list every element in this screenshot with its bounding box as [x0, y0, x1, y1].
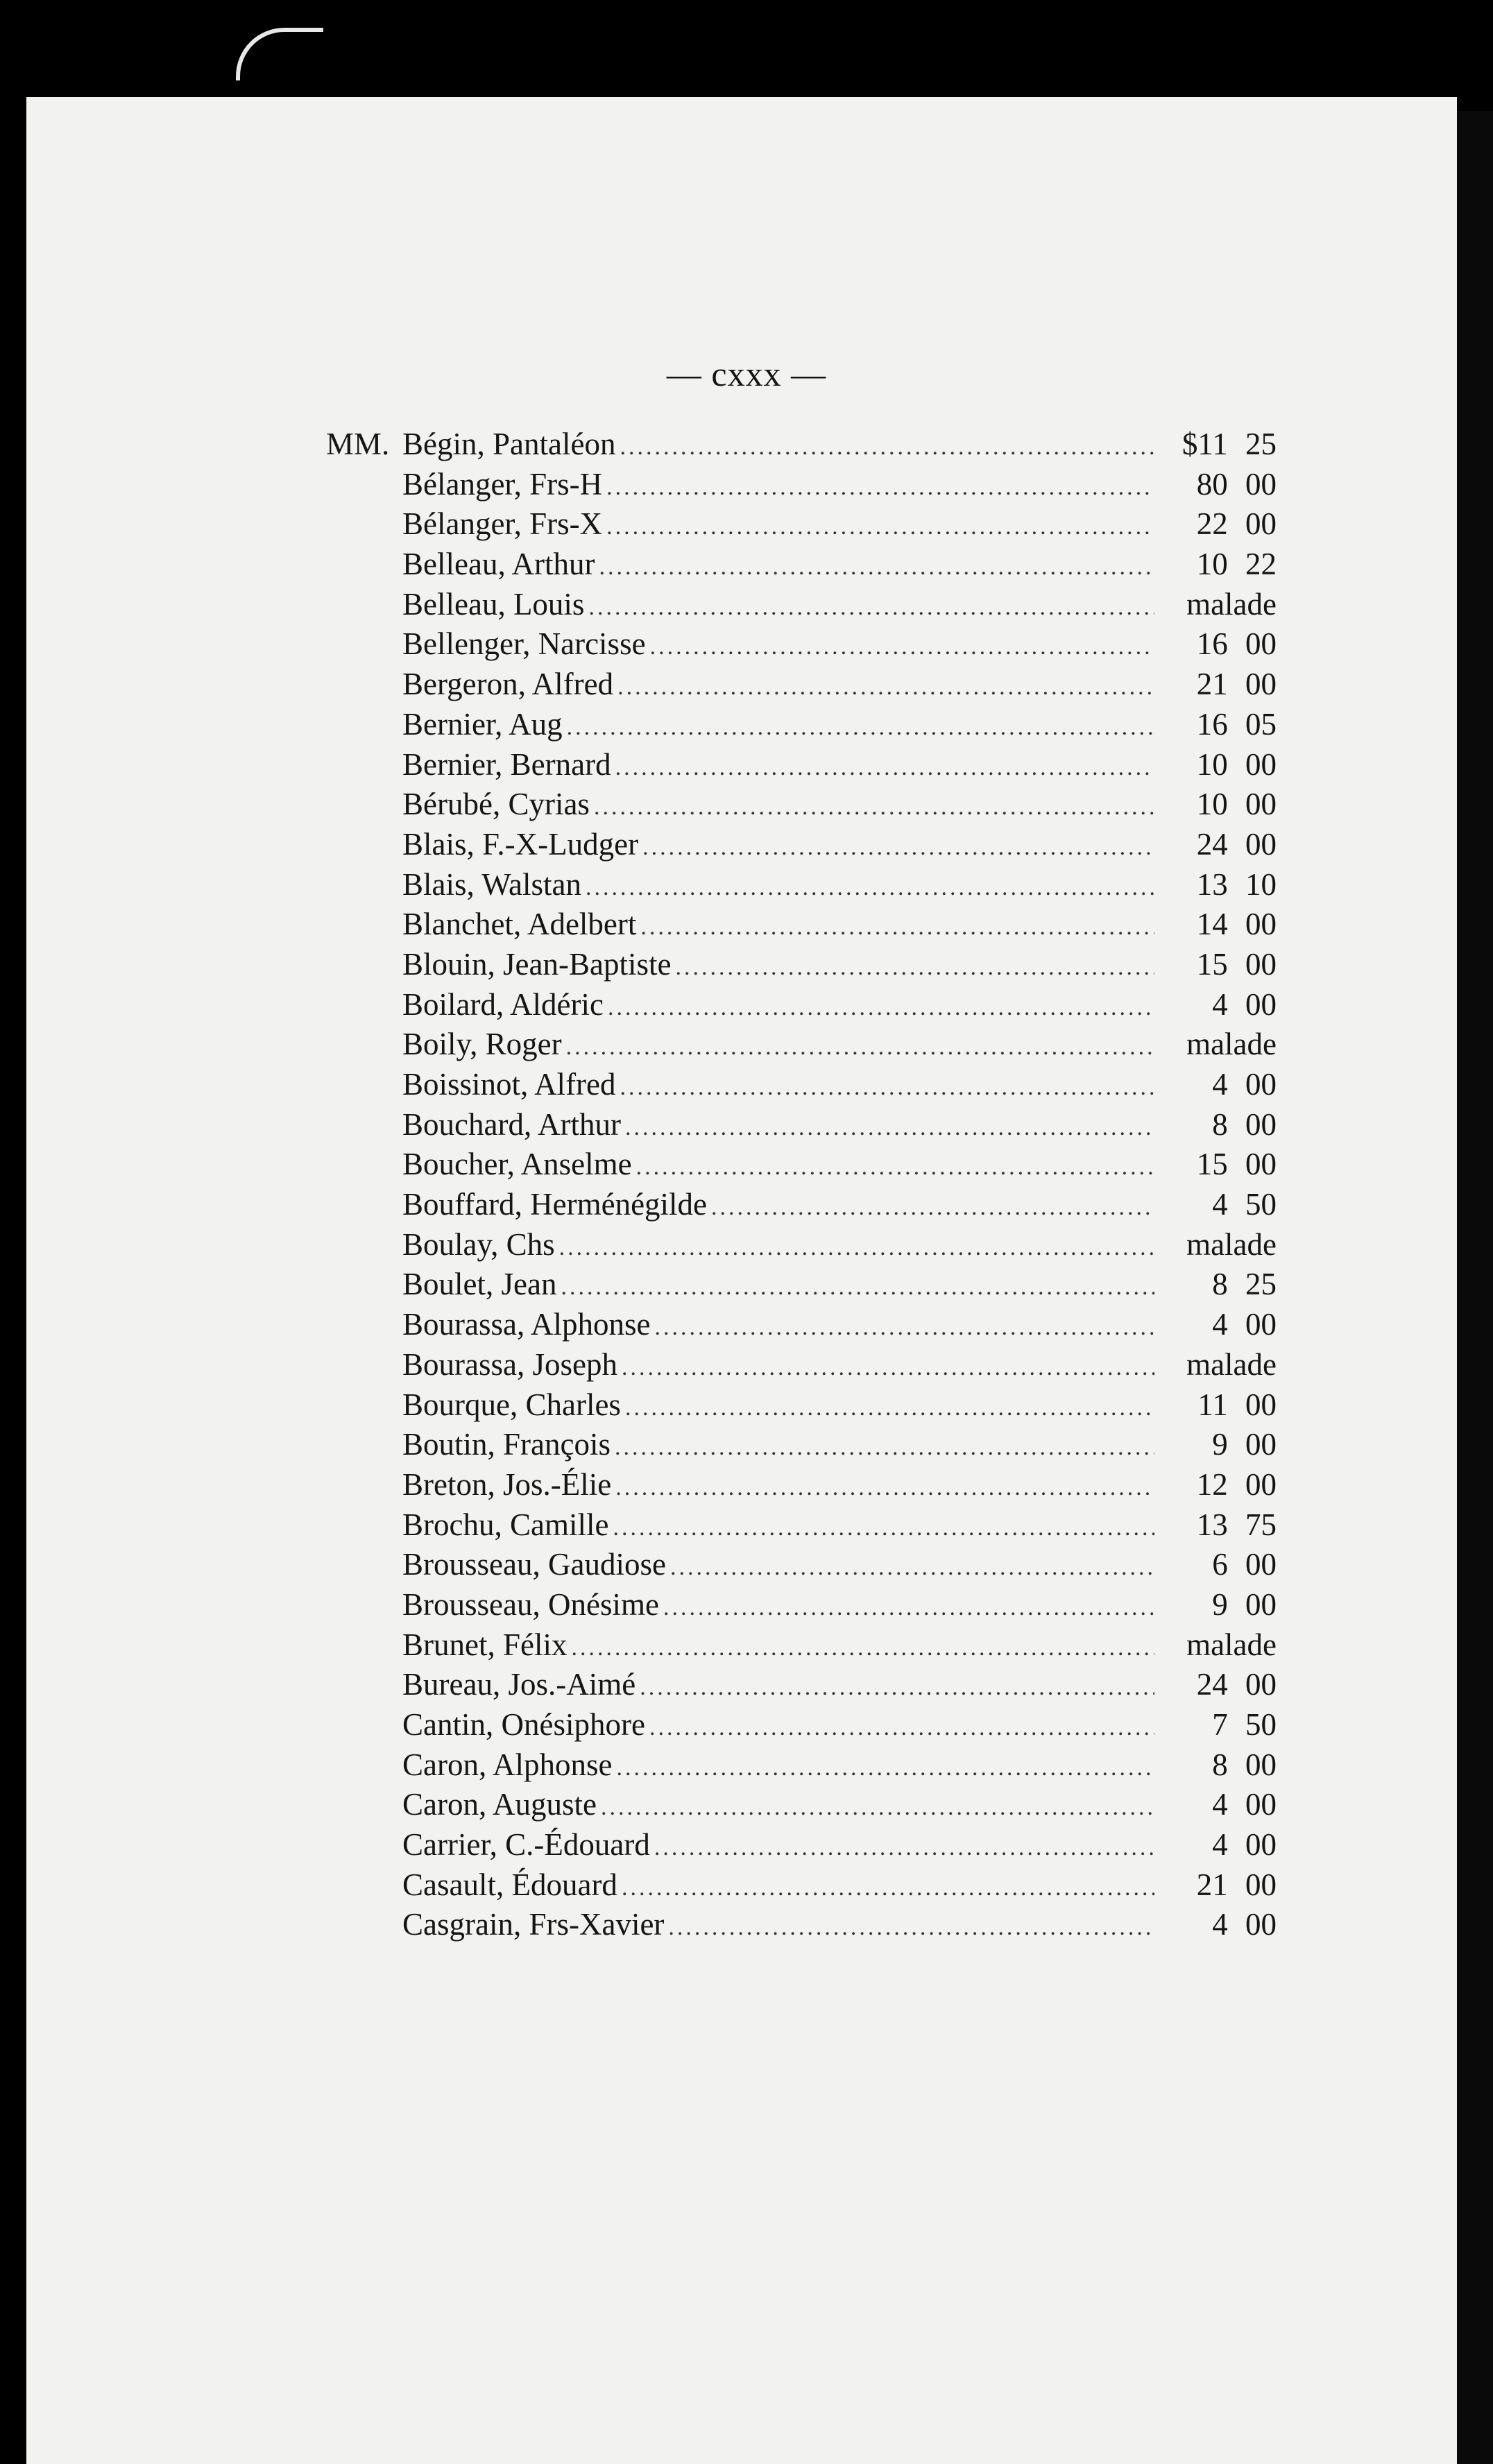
dot-leader — [620, 427, 1154, 468]
entry-name: Bourque, Charles — [402, 1387, 621, 1422]
entry-amount: 4 50 — [1212, 1187, 1277, 1222]
dot-leader — [625, 1108, 1154, 1148]
list-item — [326, 905, 1277, 945]
list-item — [326, 785, 1277, 825]
list-item — [326, 545, 1277, 585]
dot-leader — [622, 1868, 1154, 1908]
dot-leader — [594, 787, 1154, 828]
dot-leader — [670, 1548, 1154, 1588]
list-item — [326, 945, 1277, 985]
entry-name: Caron, Auguste — [402, 1787, 597, 1822]
entry-amount: 10 00 — [1196, 746, 1277, 782]
list-item — [326, 1825, 1277, 1865]
list-item — [326, 745, 1277, 785]
entry-amount: 6 00 — [1212, 1547, 1277, 1582]
entry-name: Bernier, Aug — [402, 706, 563, 742]
entry-amount: malade — [1186, 1627, 1277, 1662]
entry-amount: 4 00 — [1212, 1907, 1277, 1942]
entry-name: Bureau, Jos.-Aimé — [402, 1667, 636, 1702]
list-item — [326, 1505, 1277, 1546]
list-item — [326, 985, 1277, 1025]
list-item — [326, 1745, 1277, 1786]
dot-leader — [601, 1788, 1154, 1828]
entry-amount: 21 00 — [1196, 667, 1277, 702]
dot-leader — [654, 1828, 1154, 1868]
dot-leader — [571, 1628, 1154, 1668]
list-item — [326, 425, 1277, 465]
dot-leader — [649, 1708, 1154, 1748]
dot-leader — [586, 868, 1154, 908]
dot-leader — [622, 1348, 1154, 1388]
list-item — [326, 1345, 1277, 1385]
entry-name: Casault, Édouard — [402, 1867, 617, 1902]
entry-name: Brunet, Félix — [402, 1627, 568, 1662]
list-item — [326, 1185, 1277, 1225]
dot-leader — [654, 1308, 1154, 1348]
dot-leader — [606, 507, 1154, 547]
entry-amount: malade — [1186, 1226, 1277, 1262]
list-item — [326, 665, 1277, 705]
dot-leader — [615, 748, 1154, 788]
entry-name: Blouin, Jean-Baptiste — [402, 946, 672, 982]
entry-amount: 24 00 — [1196, 1667, 1277, 1702]
list-item — [326, 1025, 1277, 1065]
dot-leader — [711, 1188, 1154, 1228]
entry-name: Casgrain, Frs-Xavier — [402, 1907, 665, 1942]
entry-name: Bélanger, Frs-X — [402, 506, 603, 542]
entry-amount: 80 00 — [1196, 466, 1277, 502]
dot-leader — [615, 1468, 1154, 1508]
entry-amount: 11 00 — [1197, 1387, 1277, 1422]
entry-name: Bellenger, Narcisse — [402, 626, 646, 662]
list-item — [326, 1145, 1277, 1185]
entry-amount: 15 00 — [1196, 1147, 1277, 1182]
entry-name: Bergeron, Alfred — [402, 667, 614, 702]
list-item — [326, 1865, 1277, 1906]
entry-amount: 4 00 — [1212, 1067, 1277, 1102]
dot-leader — [615, 1428, 1154, 1468]
entry-name: Bérubé, Cyrias — [402, 787, 590, 822]
entry-amount: 16 05 — [1196, 706, 1277, 742]
entry-name: Blais, Walstan — [402, 866, 582, 902]
entry-amount: $11 25 — [1181, 427, 1277, 461]
entry-name: Boily, Roger — [402, 1027, 562, 1062]
list-item — [326, 504, 1277, 545]
entry-amount: 4 00 — [1212, 1787, 1277, 1822]
dot-leader — [559, 1228, 1154, 1268]
list-item — [326, 1705, 1277, 1745]
list-item — [326, 1465, 1277, 1505]
entry-name: Bouchard, Arthur — [402, 1106, 621, 1142]
entry-amount: 7 50 — [1212, 1707, 1277, 1742]
entry-name: Bouffard, Herménégilde — [402, 1187, 708, 1222]
scan-edge — [1457, 111, 1493, 2464]
entry-name: Blais, F.-X-Ludger — [402, 826, 639, 862]
page-number: — cxxx — — [666, 354, 827, 393]
entry-amount: 8 00 — [1212, 1106, 1277, 1142]
list-item — [326, 1905, 1277, 1945]
entry-name: Bourassa, Alphonse — [402, 1307, 651, 1342]
entry-name: Bégin, Pantaléon — [402, 427, 616, 461]
entry-name: Brousseau, Gaudiose — [402, 1547, 666, 1582]
list-item — [326, 825, 1277, 865]
entry-amount: 16 00 — [1196, 626, 1277, 662]
list-item — [326, 465, 1277, 505]
list-item — [326, 1225, 1277, 1265]
entry-amount: 4 00 — [1212, 1827, 1277, 1863]
entry-amount: 13 75 — [1196, 1507, 1277, 1542]
dot-leader — [588, 588, 1154, 628]
dot-leader — [650, 627, 1154, 667]
entry-amount: 22 00 — [1196, 506, 1277, 542]
dot-leader — [663, 1588, 1154, 1628]
entry-amount: 8 00 — [1212, 1747, 1277, 1782]
entry-amount: 10 00 — [1196, 787, 1277, 822]
subscription-list — [326, 425, 1277, 1945]
list-item — [326, 865, 1277, 905]
dot-leader — [613, 1508, 1154, 1548]
list-item — [326, 1385, 1277, 1426]
entry-amount: 12 00 — [1196, 1466, 1277, 1502]
list-item — [326, 1625, 1277, 1666]
entry-name: Belleau, Arthur — [402, 547, 595, 582]
dot-leader — [675, 948, 1154, 988]
dot-leader — [606, 468, 1154, 508]
entry-amount: malade — [1186, 1027, 1277, 1062]
list-item — [326, 1305, 1277, 1345]
entry-name: Boissinot, Alfred — [402, 1067, 616, 1102]
list-item — [326, 624, 1277, 665]
list-item — [326, 705, 1277, 745]
list-item — [326, 1265, 1277, 1305]
dot-leader — [640, 907, 1154, 948]
entry-amount: 14 00 — [1196, 907, 1277, 942]
entry-name: Bourassa, Joseph — [402, 1346, 617, 1382]
honorific: MM. — [326, 427, 390, 461]
dot-leader — [625, 1388, 1154, 1428]
entry-amount: 4 00 — [1212, 1307, 1277, 1342]
entry-name: Cantin, Onésiphore — [402, 1707, 645, 1742]
dot-leader — [566, 1027, 1154, 1068]
dot-leader — [640, 1668, 1154, 1708]
entry-amount: 9 00 — [1212, 1586, 1277, 1622]
entry-amount: malade — [1186, 1346, 1277, 1382]
dot-leader — [668, 1908, 1154, 1948]
list-item — [326, 1425, 1277, 1465]
entry-name: Caron, Alphonse — [402, 1747, 613, 1782]
entry-amount: 13 10 — [1196, 866, 1277, 902]
entry-name: Belleau, Louis — [402, 586, 585, 622]
list-item — [326, 585, 1277, 625]
dot-leader — [617, 667, 1154, 708]
entry-amount: malade — [1186, 586, 1277, 622]
list-item — [326, 1065, 1277, 1105]
entry-amount: 15 00 — [1196, 946, 1277, 982]
list-item — [326, 1785, 1277, 1825]
entry-amount: 4 00 — [1212, 986, 1277, 1022]
dot-leader — [599, 547, 1154, 588]
entry-name: Breton, Jos.-Élie — [402, 1466, 612, 1502]
entry-name: Bernier, Bernard — [402, 746, 611, 782]
dot-leader — [642, 828, 1154, 868]
list-item — [326, 1665, 1277, 1705]
list-item — [326, 1545, 1277, 1585]
dot-leader — [636, 1147, 1154, 1188]
dot-leader — [567, 708, 1154, 748]
dot-leader — [616, 1748, 1154, 1788]
entry-name: Carrier, C.-Édouard — [402, 1827, 650, 1863]
entry-name: Blanchet, Adelbert — [402, 907, 637, 942]
entry-name: Boucher, Anselme — [402, 1147, 632, 1182]
entry-name: Boulay, Chs — [402, 1226, 555, 1262]
dot-leader — [608, 988, 1154, 1028]
entry-name: Brochu, Camille — [402, 1507, 609, 1542]
entry-name: Boilard, Aldéric — [402, 986, 604, 1022]
entry-name: Boulet, Jean — [402, 1267, 557, 1302]
entry-amount: 24 00 — [1196, 826, 1277, 862]
entry-name: Bélanger, Frs-H — [402, 466, 603, 502]
scan-artifact — [236, 28, 323, 80]
entry-amount: 10 22 — [1196, 547, 1277, 582]
dot-leader — [620, 1068, 1154, 1108]
list-item — [326, 1105, 1277, 1145]
entry-amount: 8 25 — [1212, 1267, 1277, 1302]
entry-name: Boutin, François — [402, 1427, 611, 1462]
entry-amount: 9 00 — [1212, 1427, 1277, 1462]
entry-amount: 21 00 — [1196, 1867, 1277, 1902]
dot-leader — [561, 1267, 1154, 1308]
entry-name: Brousseau, Onésime — [402, 1586, 659, 1622]
list-item — [326, 1585, 1277, 1625]
